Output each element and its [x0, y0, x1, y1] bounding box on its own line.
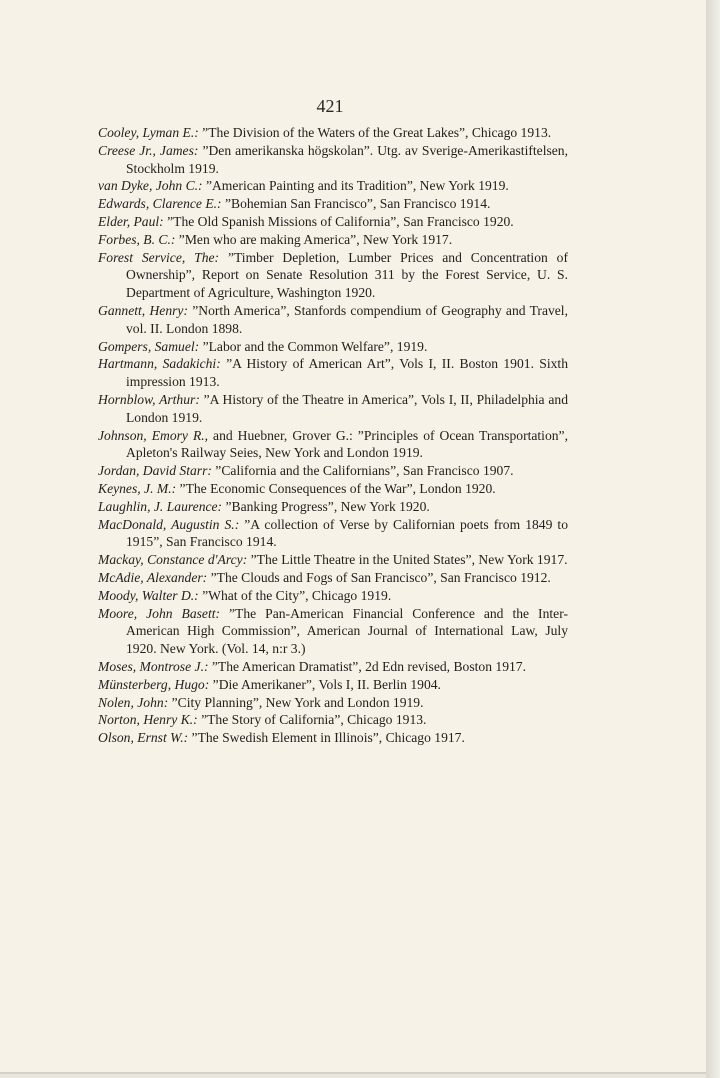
bibliography-entry — [98, 551, 568, 569]
bibliography-entry — [98, 195, 568, 213]
entry-text: ”Timber Depletion, Lumber Prices and Concentration of Ownership”, Report on Senate Resolution 311 by the Forest Service, U. S. Department of Agriculture, Washington 1920. — [126, 249, 568, 301]
bibliography-entry — [98, 142, 568, 178]
entry-author: van Dyke, John C.: — [98, 178, 203, 194]
entry-text: ”The Little Theatre in the United States”, New York 1917. — [247, 552, 568, 568]
entry-author: Creese Jr., James: — [98, 142, 199, 158]
entry-author: Laughlin, J. Laurence: — [98, 498, 223, 514]
bibliography-entry — [98, 462, 568, 480]
entry-text: ”Die Amerikaner”, Vols I, II. Berlin 1904. — [209, 676, 441, 692]
bibliography-entry — [98, 124, 568, 142]
bibliography-entry — [98, 587, 568, 605]
entry-text: ”The Swedish Element in Illinois”, Chicago 1917. — [188, 730, 465, 746]
entry-author: Hartmann, Sadakichi: — [98, 356, 221, 372]
entry-text: ”What of the City”, Chicago 1919. — [198, 587, 392, 603]
entry-author: Edwards, Clarence E.: — [98, 196, 222, 212]
entry-author: McAdie, Alexander: — [98, 569, 208, 585]
bibliography-entry — [98, 249, 568, 302]
entry-text: ”Banking Progress”, New York 1920. — [222, 498, 430, 514]
entry-author: Moses, Montrose J.: — [98, 658, 209, 674]
entry-text: ”A History of American Art”, Vols I, II. Boston 1901. Sixth impression 1913. — [126, 356, 568, 390]
entry-text: ”Den amerikanska högskolan”. Utg. av Sverige-Amerikastiftelsen, Stockholm 1919. — [126, 142, 568, 176]
entry-author: Forbes, B. C.: — [98, 231, 176, 247]
entry-author: Gompers, Samuel: — [98, 338, 200, 354]
bibliography-entry — [98, 480, 568, 498]
bibliography-entry — [98, 711, 568, 729]
entry-text: ”The Division of the Waters of the Great Lakes”, Chicago 1913. — [198, 125, 552, 140]
entry-author: Elder, Paul: — [98, 213, 164, 229]
entry-author: Norton, Henry K.: — [98, 712, 198, 728]
bibliography-entry — [98, 302, 568, 338]
entry-author: Olson, Ernst W.: — [98, 730, 189, 746]
bibliography-entry — [98, 391, 568, 427]
entry-text: ”The Clouds and Fogs of San Francisco”, San Francisco 1912. — [207, 569, 551, 585]
entry-text: ”The Economic Consequences of the War”, London 1920. — [176, 480, 496, 496]
bibliography-entry — [98, 694, 568, 712]
entry-text: ”Men who are making America”, New York 1917. — [175, 231, 453, 247]
entry-text: ”City Planning”, New York and London 1919. — [168, 694, 424, 710]
bibliography-entry — [98, 569, 568, 587]
entry-author: Moody, Walter D.: — [98, 587, 199, 603]
bibliography-entry — [98, 231, 568, 249]
bibliography-list — [98, 124, 568, 747]
entry-text: ”The American Dramatist”, 2d Edn revised, Boston 1917. — [208, 658, 526, 674]
entry-text: ”The Pan-American Financial Conference and the Inter-American High Commission”, American Journal of International Law, July 1920. New York. (Vol. 14, n:r 3.) — [126, 605, 568, 657]
entry-author: Jordan, David Starr: — [98, 463, 212, 479]
entry-author: Gannett, Henry: — [98, 302, 188, 318]
entry-text: ”A collection of Verse by Californian poets from 1849 to 1915”, San Francisco 1914. — [126, 516, 568, 550]
bibliography-entry — [98, 729, 568, 747]
entry-author: Nolen, John: — [98, 694, 169, 710]
entry-author: Keynes, J. M.: — [98, 480, 177, 496]
entry-text: ”American Painting and its Tradition”, New York 1919. — [202, 178, 509, 194]
bibliography-entry — [98, 338, 568, 356]
entry-text: ”A History of the Theatre in America”, Vols I, II, Philadelphia and London 1919. — [126, 391, 569, 425]
bibliography-entry — [98, 516, 568, 552]
entry-author: Hornblow, Arthur: — [98, 391, 200, 407]
bibliography-entry — [98, 427, 568, 463]
entry-author: Forest Service, The: — [98, 249, 220, 265]
entry-text: ”California and the Californians”, San Francisco 1907. — [211, 463, 514, 479]
bibliography-entry — [98, 676, 568, 694]
entry-author: Johnson, Emory R., — [98, 427, 209, 443]
entry-author: MacDonald, Augustin S.: — [98, 516, 240, 532]
entry-text: ”The Story of California”, Chicago 1913. — [197, 712, 427, 728]
entry-author: Moore, John Basett: — [98, 605, 221, 621]
bibliography-entry — [98, 498, 568, 516]
entry-text: ”The Old Spanish Missions of California”, San Francisco 1920. — [163, 213, 514, 229]
bibliography-entry — [98, 355, 568, 391]
page-number: 421 — [316, 96, 344, 116]
bibliography-entry — [98, 213, 568, 231]
entry-text: ”North America”, Stanfords compendium of Geography and Travel, vol. II. London 1898. — [126, 302, 568, 336]
entry-author: Münsterberg, Hugo: — [98, 676, 210, 692]
entry-text: and Huebner, Grover G.: ”Principles of Ocean Transportation”, Apleton's Railway Seies, New York and London 1919. — [126, 427, 568, 461]
bibliography-entry — [98, 658, 568, 676]
entry-author: Mackay, Constance d'Arcy: — [98, 552, 248, 568]
entry-text: ”Bohemian San Francisco”, San Francisco 1914. — [221, 196, 491, 212]
bibliography-entry — [98, 177, 568, 195]
bibliography-entry — [98, 605, 568, 658]
entry-author: Cooley, Lyman E.: — [98, 125, 199, 140]
entry-text: ”Labor and the Common Welfare”, 1919. — [199, 338, 428, 354]
page-edge — [706, 0, 720, 1078]
